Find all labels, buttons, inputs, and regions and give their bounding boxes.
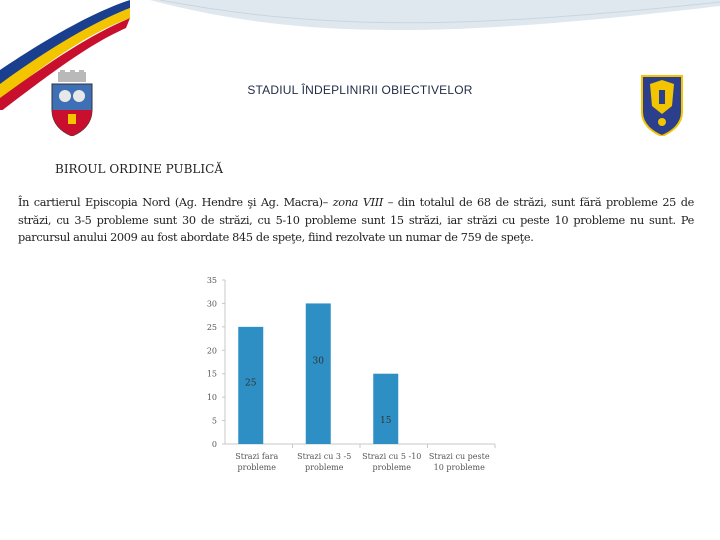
paragraph-zone: zona VIII [332, 196, 383, 209]
y-tick-label: 0 [211, 440, 217, 449]
category-label: probleme [372, 463, 411, 472]
paragraph-details: – din totalul de 68 de străzi, sunt fără probleme 25 de străzi, cu 3-5 probleme sunt 30 de străzi, cu 5-10 probleme sunt 15 străzi, iar străzi cu peste 10 probleme nu sunt. Pe parcursul anului 2009 au fost abordate 845 de speţe, fiind rezolvate un numar de 759 de speţe. [18, 196, 694, 245]
section-heading: BIROUL ORDINE PUBLICĂ [55, 162, 223, 176]
slide-title: STADIUL ÎNDEPLINIRII OBIECTIVELOR [247, 83, 473, 97]
y-tick-label: 25 [206, 322, 217, 332]
data-label: 30 [312, 356, 324, 367]
category-label: Strazi cu 3 -5 [297, 452, 352, 461]
y-tick-label: 10 [206, 393, 217, 403]
chart-container [195, 272, 505, 487]
y-tick-label: 35 [206, 276, 217, 285]
category-label: probleme [305, 463, 344, 472]
body-paragraph [18, 194, 694, 247]
y-tick-label: 20 [206, 346, 217, 356]
category-label: 10 probleme [433, 463, 485, 472]
category-label: Strazi fara [235, 452, 279, 461]
police-emblem-icon [640, 72, 684, 136]
category-label: Strazi cu 5 -10 [362, 452, 422, 461]
y-tick-label: 30 [206, 299, 217, 309]
bar [373, 374, 398, 444]
data-label: 15 [380, 415, 392, 426]
category-label: probleme [237, 463, 276, 472]
bar-chart [195, 272, 505, 487]
city-coat-of-arms-icon [50, 70, 94, 136]
category-label: Strazi cu peste [428, 452, 490, 461]
paragraph-intro: În cartierul Episcopia Nord (Ag. Hendre şi Ag. Macra)– [18, 196, 333, 209]
y-tick-label: 5 [211, 416, 217, 426]
bar [306, 303, 331, 444]
y-tick-label: 15 [206, 369, 217, 379]
data-label: 25 [245, 378, 257, 389]
